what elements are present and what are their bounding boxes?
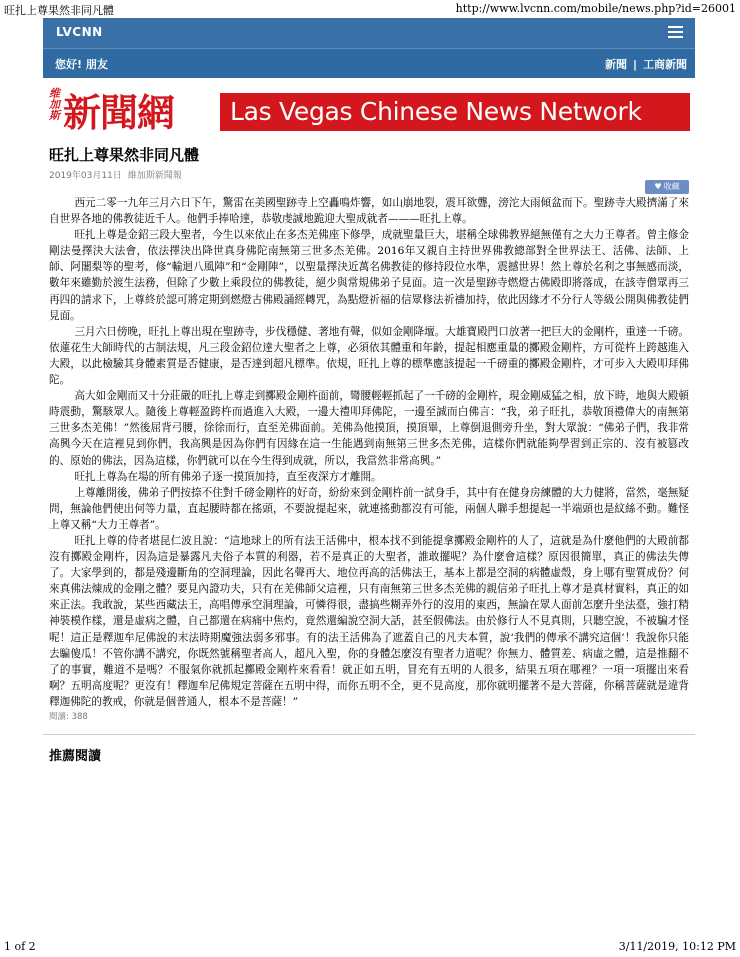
- view-count: 閱讀: 388: [49, 712, 88, 722]
- banner-small-text: 维加斯: [49, 87, 60, 122]
- recommended-reading-heading: 推薦閱讀: [49, 749, 102, 764]
- article-paragraph: 旺扎上尊是金鉊三段大聖者，今生以來依止在多杰羌佛座下修學，成就聖量巨大，堪稱全球佛教界絕無僅有之大力王尊者。曾主修金剛法曼擇決大法會，依法擇決出降世真身佛陀南無第三世多杰羌佛。2016年又親自主持世界佛教總部對全世界法王、活佛、法師、上師、阿闍梨等的聖考，修“輸迴八風陣”和“金剛陣”，以聖量擇決近萬名佛教徒的修持段位水準，震撼世界！然上尊於名利之事無感而淡，數年來雖勤於渡生法務，但除了少數上乘段位的佛教徒，絕少與常規佛弟子見面。這一次是聖跡寺燃燈古佛殿即將落成，在該寺僧眾再三再四的請求下，上尊終於認可將定期到燃燈古佛殿誦經轉咒，為點燈祈福的信眾修法祈禱加持，依此因緣才不分行人等級公開與佛教徒們見面。: [49, 229, 689, 322]
- hamburger-menu-icon[interactable]: [668, 26, 683, 38]
- site-banner-logo[interactable]: [43, 78, 695, 140]
- top-navbar: [43, 18, 695, 48]
- article-source: 維加斯新聞報: [127, 171, 182, 181]
- print-header: [0, 0, 740, 18]
- news-link[interactable]: 新聞: [604, 58, 627, 71]
- heart-icon: ♥: [654, 182, 662, 191]
- article-paragraph: 高大如金剛而又十分莊嚴的旺扎上尊走到擲殿金剛杵面前，彎腰輕輕抓起了一千磅的金剛杵，現金剛威猛之相，放下時，地與大殿頓時震動，驚駭眾人。隨後上尊輕盈跨杵而過進入大殿，一邊大禮叩拜佛陀，一邊至誠而白佛言：“我，弟子旺扎，恭敬頂禮偉大的南無第三世多杰羌佛！”然後屈背弓腰，徐徐而行，直至羌佛面前。羌佛為他摸頂，摸頂畢，上尊倒退側旁升坐，對大眾說：“佛弟子們，我非常高興今天在這裡見到你們，我高興是因為你們有因緣在這一生能遇到南無第三世多杰羌佛，這樣你們就能夠學習到正宗的、沒有被篡改的、原始的佛法，因為這樣，你們就可以在今生得到成就，所以，我當然非常高興。”: [49, 390, 689, 467]
- print-footer: [0, 939, 740, 957]
- business-news-link[interactable]: 工商新聞: [643, 58, 687, 71]
- article-paragraph: 三月六日傍晚，旺扎上尊出現在聖跡寺，步伐穩健、著地有聲，似如金剛降壇。大雄寶殿門口放著一把巨大的金剛杵，重達一千磅。依蓮花生大師時代的古制法規，凡三段金鉊位達大聖者之上尊，必須依其體重和年齡，提起相應重量的擲殿金剛杵，方可從杵上跨越進入大殿，以此檢驗其身體素質是否健康，是否達到超凡標準。依規，旺扎上尊的標準應該提起一千磅重的擲殿金剛杵，才可步入大殿叩拜佛陀。: [49, 325, 689, 387]
- welcome-bar: [43, 48, 695, 78]
- article-title: 旺扎上尊果然非同凡體: [49, 146, 200, 164]
- article-paragraph: 旺扎上尊為在場的所有佛弟子逐一摸頂加持，直至夜深方才離開。: [74, 470, 382, 483]
- print-header-url: http://www.lvcnn.com/mobile/news.php?id=26001: [455, 2, 736, 15]
- page-container: [43, 18, 695, 764]
- article: [43, 144, 695, 722]
- nav-links: [605, 56, 687, 72]
- greeting-text: 您好! 朋友: [55, 58, 108, 71]
- banner-english-text: Las Vegas Chinese News Network: [230, 97, 642, 126]
- article-meta: [49, 168, 689, 181]
- print-footer-datetime: 3/11/2019, 10:12 PM: [618, 940, 736, 953]
- article-paragraph: 西元二零一九年三月六日下午，驚雷在美國聖跡寺上空轟鳴炸響，如山崩地裂，震耳欲聾，滂沱大雨傾盆而下。聖跡寺大殿擠滿了來自世界各地的佛教徒近千人。他們手捧哈達，恭敬虔誠地跪迎大聖成就者———旺扎上尊。: [49, 197, 689, 226]
- section-divider: [43, 734, 695, 735]
- article-paragraph: 旺扎上尊的侍者堪昆仁波且說：“這地球上的所有法王活佛中，根本找不到能提拿擲殿金剛杵的人了，這就是為什麼他們的大殿前都沒有擲殿金剛杵，因為這是暴露凡夫俗子本質的利器，若不是真正的大聖者，誰敢擺呢？為什麼會這樣？原因很簡單，真正的佛法失傳了。大家學到的，都是殘邊斷角的空洞理論，因此名聲再大、地位再高的活佛法王，基本上都是空洞的病體虛殼，身上哪有聖質成份？何來真佛法煉成的金剛之體？要見內證功夫，只有在羌佛師父這裡，只有南無第三世多杰羌佛的親信弟子旺扎上尊才是真材實料，真正的如來正法。我敢說，某些西藏法王，高唱傳承空洞理論，可憐得很，盡搞些糊弄外行的沒用的東西，無論在眾人面前怎麼升坐法臺，強打精神裝模作樣，還是虛病之體，自己都還在病痛中焦灼，竟然還編說空洞大話，甚至假佛法。由於修行人不見真則，只聽空說，不被騙才怪呢！這正是釋迦牟尼佛說的末法時期魔強法弱多邪事。有的法王活佛為了遮蓋自己的凡夫本質，說‘我們的傳承不講究這個’！我說你只能去騙傻瓜！不管你講不講究，你既然號稱聖者高人，超凡入聖，你的身體怎麼沒有聖者力道呢？你無力、體質差、病虛之體，這是推翻不了的事實，難道不是嗎？不服氣你就抓起擲殿金剛杵來看看！就正如五明，冒充有五明的人很多，結果五項在哪裡？一項一項擺出來看啊？五明高度呢？更沒有！釋迦牟尼佛規定菩薩在五明中得，而你五明不全，更不見高度，那你就明擺著不是大菩薩，你稱菩薩就是違背釋迦佛陀的教戒，你就是個普通人，根本不是菩薩！”: [49, 534, 689, 708]
- article-paragraph: 上尊離開後，佛弟子們按捺不住對千磅金剛杵的好奇，紛紛來到金剛杵前一試身手，其中有在健身房練體的大力健將，當然，毫無疑問，無論他們使出何等力量，直起腰時都在搖頭，不要說提起來，就連搖動都沒有可能，兩個人聯手想提起一半端頭也是紋絲不動。難怪上尊又稱“大力王尊者”。: [49, 486, 689, 531]
- article-date: 2019年03月11日: [49, 171, 122, 181]
- favorite-label: 收藏: [663, 182, 680, 191]
- nav-separator: |: [632, 58, 637, 71]
- article-body: [49, 195, 689, 710]
- banner-logo-text: 新聞網: [63, 90, 175, 135]
- banner-english-bar: [220, 93, 690, 131]
- favorite-button[interactable]: [645, 180, 689, 194]
- print-header-title: 旺扎上尊果然非同凡體: [4, 4, 114, 17]
- print-footer-page: 1 of 2: [4, 940, 36, 953]
- site-brand-link[interactable]: LVCNN: [56, 25, 103, 39]
